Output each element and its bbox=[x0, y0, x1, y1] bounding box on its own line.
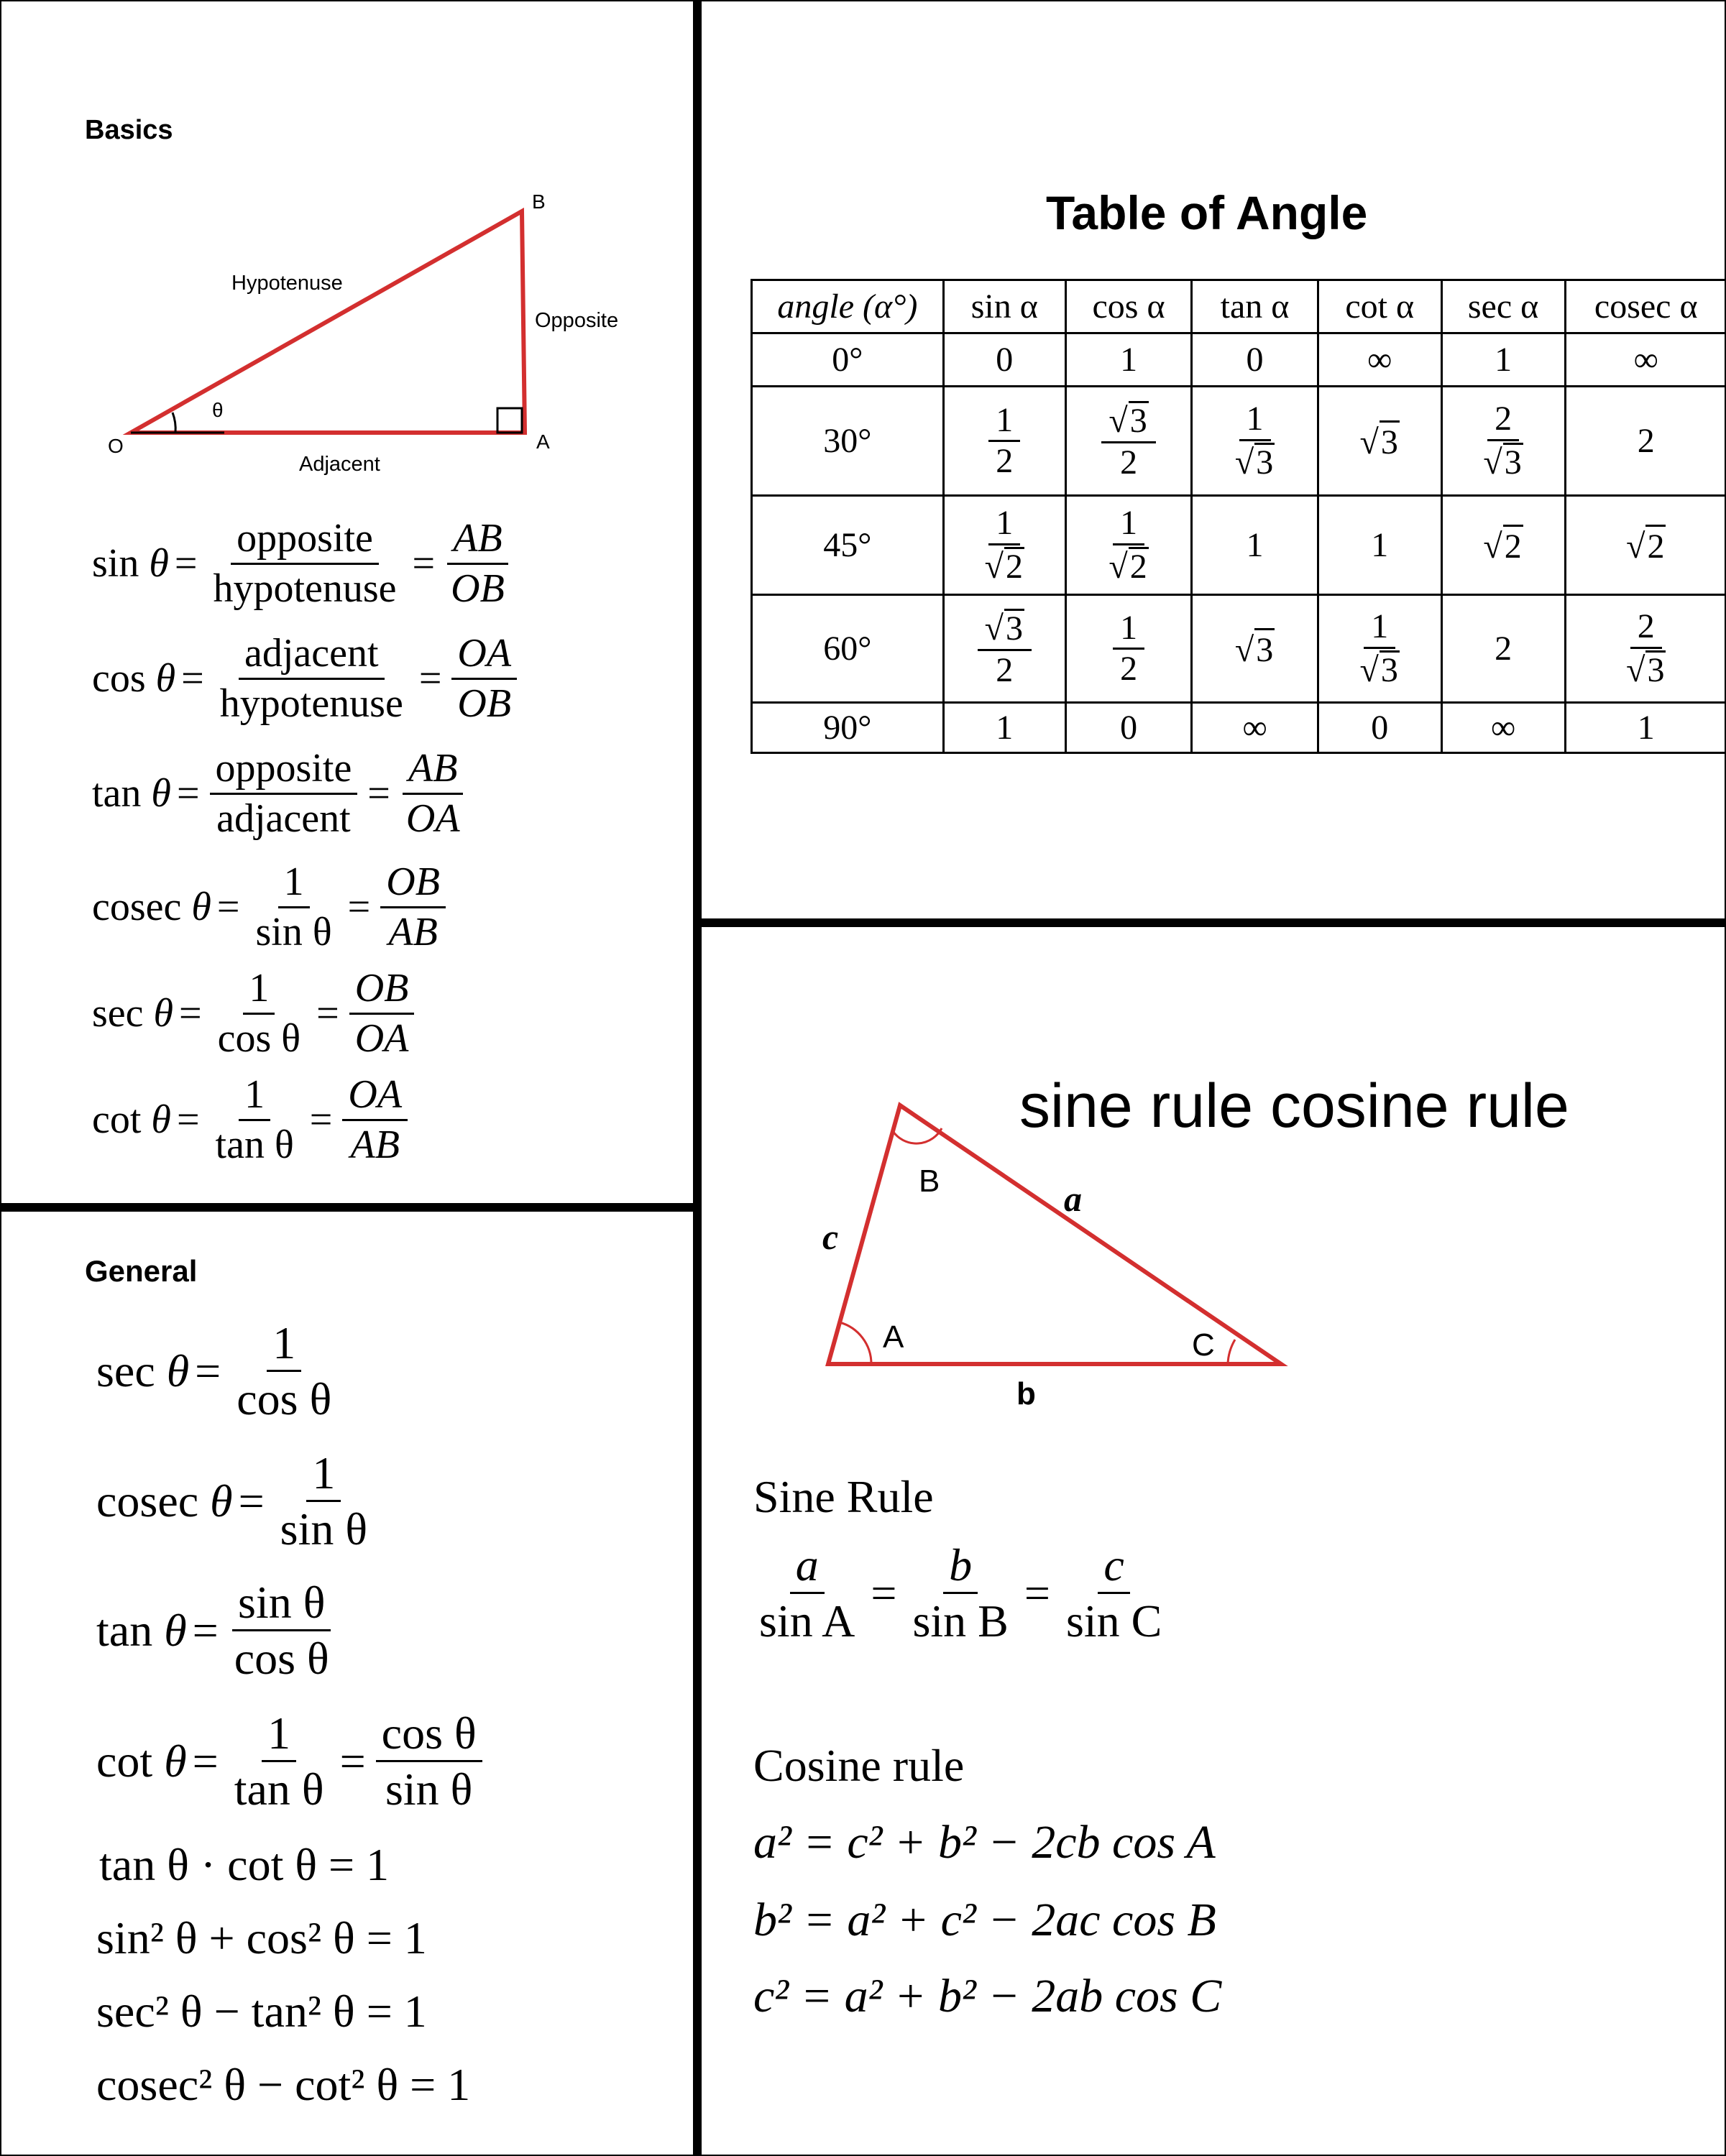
numerator: AB bbox=[403, 747, 463, 795]
general-cot-identity: cot θ = $\frac{1}{\text{tan θ}}$ = $\frac{\text{cos θ}}{\text{sin θ}}$ bbox=[96, 1709, 487, 1813]
table-cell: 1 bbox=[1441, 333, 1565, 387]
vertex-o-label: O bbox=[108, 435, 124, 457]
vertex-a-label: A bbox=[536, 430, 550, 453]
sine-rule-equation: $\frac{a}{\text{sin A}}$ = $\frac{b}{\text{sin B}}$ = $\frac{c}{\text{sin C}}$ bbox=[749, 1541, 1172, 1645]
header-cell: angle (α°) bbox=[752, 280, 944, 333]
table-cell: $\frac{1}{2}$ bbox=[943, 387, 1065, 496]
var: θ bbox=[151, 771, 171, 816]
denominator: tan θ bbox=[234, 1764, 324, 1815]
table-cell: 0 bbox=[1318, 703, 1441, 753]
table-row bbox=[752, 333, 1726, 387]
denominator: AB bbox=[350, 1122, 400, 1167]
basics-heading: Basics bbox=[85, 115, 173, 145]
denominator: OA bbox=[354, 1015, 409, 1061]
vertex-a-label: A bbox=[883, 1319, 904, 1355]
table-cell: 0 bbox=[1192, 333, 1318, 387]
var: θ bbox=[164, 1735, 187, 1787]
table-cell: ∞ bbox=[1441, 703, 1565, 753]
table-cell: ∞ bbox=[1192, 703, 1318, 753]
cosine-rule-c: c² = a² + b² − 2ab cos C bbox=[753, 1970, 1222, 2022]
header-cell: cos α bbox=[1065, 280, 1191, 333]
cot-definition: cot θ = $\frac{1}{\text{tan θ}}$ = $\frac{OA}{AB}$ bbox=[92, 1074, 412, 1166]
denominator: tan θ bbox=[215, 1122, 294, 1167]
table-cell: 1 bbox=[1318, 496, 1441, 595]
table-cell: √2 bbox=[1565, 496, 1726, 595]
numerator: 1 bbox=[278, 861, 310, 908]
table-cell: $\frac{1}{√3}$ bbox=[1318, 595, 1441, 703]
denominator: sin C bbox=[1065, 1595, 1162, 1647]
table-cell: 0 bbox=[943, 333, 1065, 387]
numerator: 1 bbox=[267, 1319, 301, 1372]
denominator: hypotenuse bbox=[219, 681, 403, 726]
denominator: OA bbox=[405, 796, 460, 841]
header-cell: sin α bbox=[943, 280, 1065, 333]
numerator: 1 bbox=[239, 1074, 270, 1121]
table-cell: √3 bbox=[1192, 595, 1318, 703]
fn-name: sec bbox=[96, 1345, 155, 1396]
vertex-b-label: B bbox=[532, 190, 546, 213]
table-cell: 60° bbox=[752, 595, 944, 703]
general-tan-identity: tan θ = $\frac{\text{sin θ}}{\text{cos θ}}$ bbox=[96, 1578, 339, 1682]
side-b-label: b bbox=[1016, 1376, 1036, 1411]
numerator: 1 bbox=[243, 967, 275, 1015]
denominator: cos θ bbox=[234, 1633, 329, 1685]
table-row bbox=[752, 703, 1726, 753]
var: θ bbox=[191, 885, 211, 930]
table-row bbox=[752, 387, 1726, 496]
fn-name: tan bbox=[96, 1604, 153, 1656]
pythagorean-identity-sin-cos: sin² θ + cos² θ = 1 bbox=[96, 1912, 427, 1963]
numerator: b bbox=[943, 1541, 978, 1594]
header-cell: tan α bbox=[1192, 280, 1318, 333]
header-cell: cosec α bbox=[1565, 280, 1726, 333]
pythagorean-identity-cosec-cot: cosec² θ − cot² θ = 1 bbox=[96, 2059, 471, 2110]
table-cell: $\frac{1}{2}$ bbox=[1065, 595, 1191, 703]
numerator: OA bbox=[451, 632, 517, 680]
table-cell: $\frac{2}{√3}$ bbox=[1565, 595, 1726, 703]
table-cell: $\frac{1}{√3}$ bbox=[1192, 387, 1318, 496]
denominator: adjacent bbox=[216, 796, 351, 841]
numerator: cos θ bbox=[376, 1709, 482, 1762]
cosine-rule-heading: Cosine rule bbox=[753, 1740, 965, 1791]
tan-definition: tan θ = $\frac{\text{opposite}}{\text{adjacent}}$ = $\frac{AB}{OA}$ bbox=[92, 747, 470, 840]
table-cell: ∞ bbox=[1318, 333, 1441, 387]
basics-triangle-diagram bbox=[101, 187, 647, 489]
table-cell: $\frac{√3}{2}$ bbox=[943, 595, 1065, 703]
vertical-divider bbox=[693, 0, 702, 2156]
table-cell: $\frac{1}{√2}$ bbox=[943, 496, 1065, 595]
adjacent-label: Adjacent bbox=[299, 453, 380, 476]
header-cell: sec α bbox=[1441, 280, 1565, 333]
numerator: sin θ bbox=[232, 1578, 331, 1631]
denominator: hypotenuse bbox=[213, 566, 397, 611]
table-cell: 2 bbox=[1565, 387, 1726, 496]
side-a-label: a bbox=[1064, 1179, 1082, 1219]
side-c-label: c bbox=[822, 1217, 839, 1257]
sine-rule-heading: Sine Rule bbox=[753, 1471, 934, 1522]
general-sec-identity: sec θ = $\frac{1}{\text{cos θ}}$ bbox=[96, 1319, 341, 1423]
header-cell: cot α bbox=[1318, 280, 1441, 333]
table-cell: √2 bbox=[1441, 496, 1565, 595]
hypotenuse-label: Hypotenuse bbox=[231, 272, 343, 295]
fn-name: cot bbox=[96, 1735, 153, 1787]
table-cell: 0 bbox=[1065, 703, 1191, 753]
general-triangle-diagram bbox=[791, 1085, 1308, 1416]
table-cell: 30° bbox=[752, 387, 944, 496]
left-horizontal-divider bbox=[0, 1203, 697, 1212]
theta-label: θ bbox=[212, 399, 224, 421]
rules-title: sine rule cosine rule bbox=[1019, 1072, 1569, 1141]
general-heading: General bbox=[85, 1254, 198, 1288]
sin-definition: sin θ = $\frac{\text{opposite}}{\text{hypotenuse}}$ = $\frac{AB}{OB}$ bbox=[92, 517, 515, 610]
fn-name: tan bbox=[92, 771, 142, 816]
table-cell: √3 bbox=[1318, 387, 1441, 496]
cosine-rule-b: b² = a² + c² − 2ac cos B bbox=[753, 1894, 1216, 1946]
cos-definition: cos θ = $\frac{\text{adjacent}}{\text{hypotenuse}}$ = $\frac{OA}{OB}$ bbox=[92, 632, 521, 725]
fn-name: cos bbox=[92, 656, 146, 701]
opposite-label: Opposite bbox=[535, 309, 619, 332]
table-cell: $\frac{2}{√3}$ bbox=[1441, 387, 1565, 496]
numerator: 1 bbox=[306, 1449, 341, 1502]
denominator: OB bbox=[451, 566, 505, 611]
numerator: 1 bbox=[262, 1709, 296, 1762]
cosec-definition: cosec θ = $\frac{1}{\text{sin θ}}$ = $\frac{OB}{AB}$ bbox=[92, 861, 450, 954]
numerator: OB bbox=[380, 861, 446, 908]
angle-table bbox=[750, 279, 1726, 754]
table-cell: ∞ bbox=[1565, 333, 1726, 387]
numerator: AB bbox=[447, 517, 508, 565]
angle-c-arc bbox=[1228, 1340, 1235, 1364]
var: θ bbox=[153, 991, 174, 1036]
var: θ bbox=[151, 1097, 171, 1143]
denominator: cos θ bbox=[237, 1373, 332, 1425]
vertex-c-label: C bbox=[1192, 1327, 1215, 1363]
denominator: sin θ bbox=[385, 1764, 473, 1815]
numerator: c bbox=[1098, 1541, 1129, 1594]
table-cell: 1 bbox=[1065, 333, 1191, 387]
numerator: OA bbox=[342, 1074, 408, 1121]
table-title: Table of Angle bbox=[1046, 186, 1368, 239]
general-cosec-identity: cosec θ = $\frac{1}{\text{sin θ}}$ bbox=[96, 1449, 377, 1553]
table-cell: 1 bbox=[943, 703, 1065, 753]
table-cell: 1 bbox=[1565, 703, 1726, 753]
table-cell: 1 bbox=[1192, 496, 1318, 595]
cosine-rule-a: a² = c² + b² − 2cb cos A bbox=[753, 1816, 1216, 1869]
table-row bbox=[752, 595, 1726, 703]
table-cell: $\frac{1}{√2}$ bbox=[1065, 496, 1191, 595]
denominator: sin B bbox=[912, 1595, 1009, 1647]
fn-name: cosec bbox=[96, 1475, 199, 1526]
table-cell: 0° bbox=[752, 333, 944, 387]
vertex-b-label: B bbox=[919, 1164, 940, 1199]
pythagorean-identity-sec-tan: sec² θ − tan² θ = 1 bbox=[96, 1986, 427, 2037]
angle-a-arc bbox=[840, 1322, 871, 1364]
right-triangle bbox=[131, 211, 525, 433]
denominator: sin θ bbox=[255, 909, 332, 954]
denominator: sin A bbox=[759, 1595, 855, 1647]
sec-definition: sec θ = $\frac{1}{\text{cos θ}}$ = $\frac{OB}{OA}$ bbox=[92, 967, 418, 1060]
table-cell: 45° bbox=[752, 496, 944, 595]
tan-cot-product-identity: tan θ · cot θ = 1 bbox=[99, 1839, 390, 1890]
var: θ bbox=[155, 656, 176, 701]
right-angle-mark bbox=[497, 408, 522, 433]
fn-name: sin bbox=[92, 541, 139, 586]
denominator: cos θ bbox=[217, 1015, 301, 1061]
numerator: opposite bbox=[210, 747, 358, 795]
numerator: adjacent bbox=[239, 632, 385, 680]
fn-name: cot bbox=[92, 1097, 142, 1143]
theta-angle-arc bbox=[173, 413, 175, 433]
table-header-row bbox=[752, 280, 1726, 333]
table-cell: $\frac{√3}{2}$ bbox=[1065, 387, 1191, 496]
denominator: OB bbox=[457, 681, 512, 726]
table-cell: 2 bbox=[1441, 595, 1565, 703]
table-cell: 90° bbox=[752, 703, 944, 753]
numerator: OB bbox=[349, 967, 415, 1015]
right-horizontal-divider bbox=[702, 918, 1726, 927]
var: θ bbox=[149, 541, 169, 586]
denominator: sin θ bbox=[280, 1503, 367, 1555]
fn-name: sec bbox=[92, 991, 144, 1036]
numerator: a bbox=[790, 1541, 825, 1594]
var: θ bbox=[210, 1475, 233, 1526]
var: θ bbox=[164, 1604, 187, 1656]
fn-name: cosec bbox=[92, 885, 182, 930]
var: θ bbox=[166, 1345, 190, 1396]
numerator: opposite bbox=[231, 517, 379, 565]
denominator: AB bbox=[388, 909, 438, 954]
table-row bbox=[752, 496, 1726, 595]
